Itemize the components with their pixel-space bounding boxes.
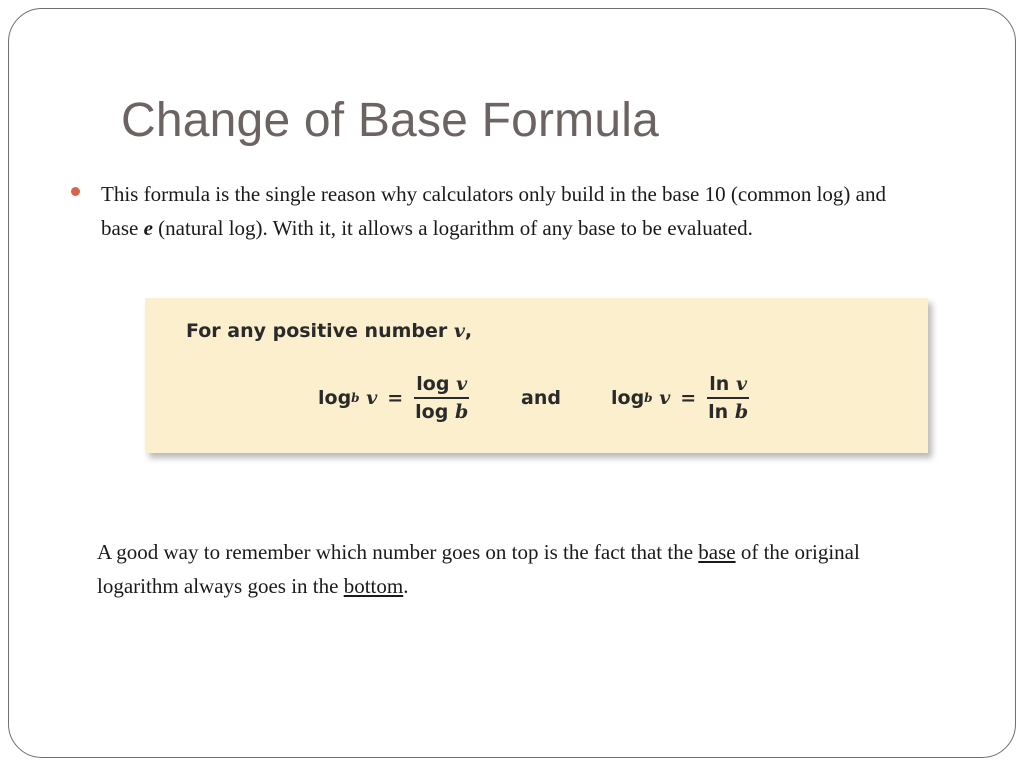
left-lhs-base: b (351, 391, 360, 405)
bullet-emphasis-e: e (143, 216, 153, 240)
right-num-fn: ln (709, 373, 730, 395)
right-denominator (706, 399, 750, 423)
right-lhs-base: b (644, 391, 653, 405)
left-den-fn: log (415, 401, 449, 423)
formula-intro-var: v (453, 320, 465, 342)
memory-tip (97, 535, 937, 603)
left-equals: = (387, 387, 404, 409)
note-part1: A good way to remember which number goes on top is the fact that the (97, 540, 699, 564)
left-lhs-fn: log (318, 387, 352, 409)
slide-frame (8, 8, 1016, 758)
left-denominator (413, 399, 470, 423)
right-fraction (706, 373, 750, 423)
left-den-var: b (454, 401, 469, 423)
note-part3: . (403, 574, 409, 598)
bullet-text-part2: (natural log). With it, it allows a logarithm of any base to be evaluated. (152, 216, 753, 240)
left-lhs-var: v (366, 387, 378, 409)
right-den-fn: ln (708, 401, 729, 423)
left-num-var: v (456, 373, 468, 395)
formula-connector: and (521, 387, 561, 409)
note-part2: of the original logarithm always goes in the (97, 540, 860, 598)
left-numerator (414, 373, 469, 399)
formula-left-equation (318, 368, 470, 428)
right-num-var: v (735, 373, 747, 395)
right-lhs-fn: log (611, 387, 645, 409)
bullet-dot-icon (71, 187, 80, 196)
right-den-var: b (734, 401, 749, 423)
formula-box (145, 298, 928, 453)
formula-intro-punct: , (464, 320, 473, 342)
formula-intro-text: For any positive number (186, 320, 454, 342)
formula-right-equation (611, 368, 750, 428)
slide-title: Change of Base Formula (121, 94, 660, 147)
note-underline-base: base (698, 540, 736, 564)
right-lhs-var: v (659, 387, 671, 409)
left-num-fn: log (416, 373, 450, 395)
bullet-text (101, 177, 901, 245)
formula-intro (186, 320, 472, 342)
right-numerator (707, 373, 749, 399)
bullet-text-part1: This formula is the single reason why calculators only build in the base 10 (common log) and base (101, 182, 886, 240)
left-fraction (413, 373, 470, 423)
right-equals: = (680, 387, 697, 409)
note-underline-bottom: bottom (343, 574, 404, 598)
